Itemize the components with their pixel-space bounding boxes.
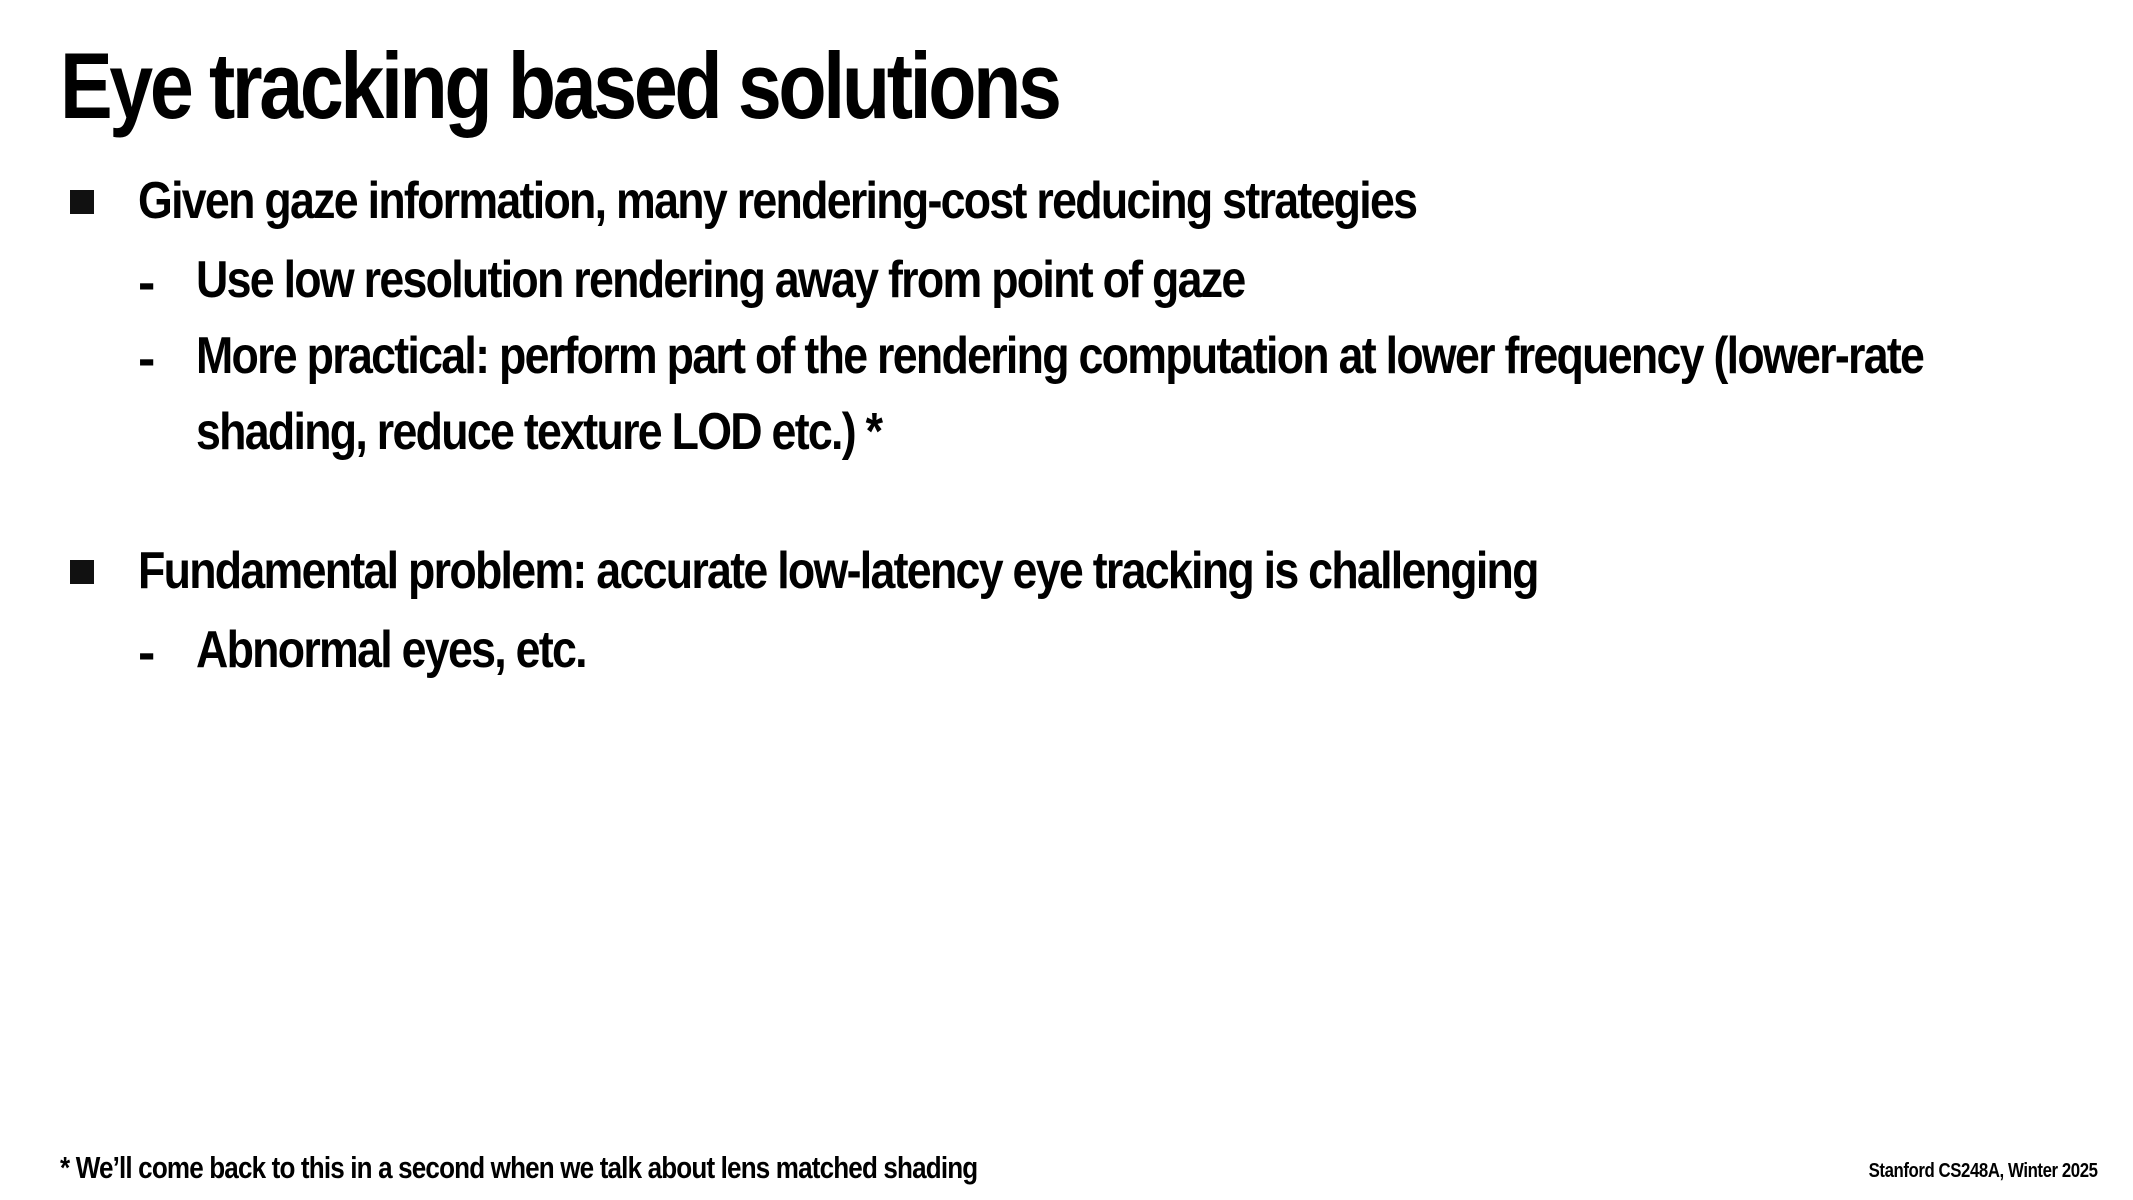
bullet-text: Given gaze information, many rendering-cost reducing strategies <box>138 172 1417 230</box>
slide-title: Eye tracking based solutions <box>60 33 1059 138</box>
dash-bullet-icon: - <box>138 330 156 388</box>
footnote: * We’ll come back to this in a second when we talk about lens matched shading <box>60 1150 978 1185</box>
square-bullet-icon <box>70 560 94 584</box>
sub-item <box>138 612 2070 688</box>
bullet-list <box>60 160 2070 688</box>
sub-item-text: Abnormal eyes, etc. <box>196 621 586 679</box>
sub-item <box>138 318 2070 470</box>
sub-list <box>138 242 2070 470</box>
dash-bullet-icon: - <box>138 624 156 682</box>
bullet-item <box>60 160 2070 470</box>
course-credit: Stanford CS248A, Winter 2025 <box>1869 1160 2098 1182</box>
square-bullet-icon <box>70 190 94 214</box>
sub-list <box>138 612 2070 688</box>
bullet-item <box>60 530 2070 688</box>
sub-item <box>138 242 2070 318</box>
bullet-text: Fundamental problem: accurate low-latency eye tracking is challenging <box>138 542 1538 600</box>
sub-item-text: Use low resolution rendering away from point of gaze <box>196 251 1245 309</box>
dash-bullet-icon: - <box>138 254 156 312</box>
sub-item-text: More practical: perform part of the rendering computation at lower frequency (lower-rate shading, reduce texture LOD etc.) * <box>196 327 1924 461</box>
